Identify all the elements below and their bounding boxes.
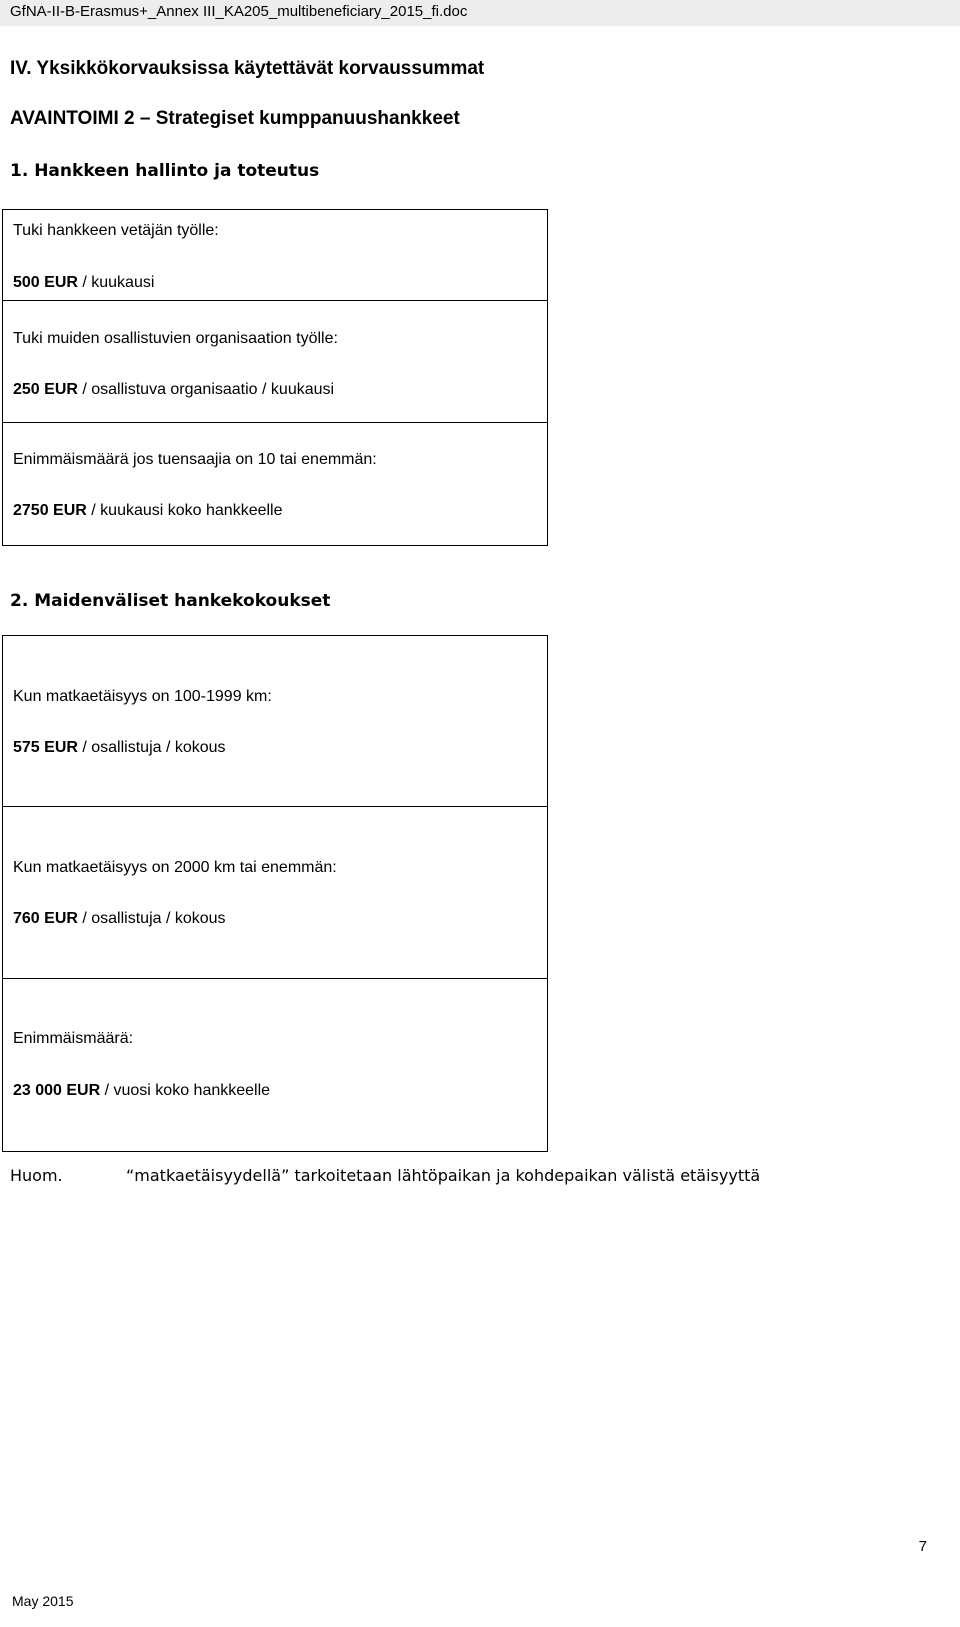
cell-amount: 250 EUR	[13, 381, 78, 398]
note-text: “matkaetäisyydellä” tarkoitetaan lähtöpaikan ja kohdepaikan välistä etäisyyttä	[126, 1166, 761, 1185]
section2-cell-3	[2, 978, 548, 1152]
section1-cell-2	[2, 300, 548, 424]
section1-heading: 1. Hankkeen hallinto ja toteutus	[10, 161, 320, 181]
section2-heading: 2. Maidenväliset hankekokoukset	[10, 591, 331, 611]
cell-amount: 760 EUR	[13, 910, 78, 927]
footer-date: May 2015	[12, 1593, 74, 1609]
cell-label: Kun matkaetäisyys on 100-1999 km:	[13, 688, 272, 705]
section2-cell-2	[2, 806, 548, 980]
cell-amount-unit: / osallistuva organisaatio / kuukausi	[77, 381, 335, 398]
cell-label: Enimmäismäärä jos tuensaajia on 10 tai enemmän:	[13, 451, 377, 468]
cell-amount-line	[13, 1082, 270, 1100]
cell-amount: 575 EUR	[13, 739, 78, 756]
section1-cell-1	[2, 209, 548, 302]
cell-amount-unit: / osallistuja / kokous	[77, 910, 226, 927]
page-title: IV. Yksikkökorvauksissa käytettävät korvaussummat	[10, 58, 485, 79]
cell-amount: 500 EUR	[13, 274, 78, 291]
cell-label: Enimmäismäärä:	[13, 1030, 134, 1047]
page-number: 7	[918, 1538, 927, 1555]
cell-amount: 2750 EUR	[13, 502, 87, 519]
section1-cell-3	[2, 422, 548, 546]
cell-amount-unit: / kuukausi koko hankkeelle	[86, 502, 283, 519]
cell-amount-unit: / kuukausi	[77, 274, 155, 291]
note-label: Huom.	[10, 1166, 63, 1185]
cell-label: Tuki hankkeen vetäjän työlle:	[13, 222, 219, 239]
cell-amount-line	[13, 910, 226, 928]
cell-amount-unit: / osallistuja / kokous	[77, 739, 226, 756]
cell-label: Tuki muiden osallistuvien organisaation työlle:	[13, 330, 338, 347]
cell-amount-line	[13, 739, 226, 757]
cell-amount-line	[13, 274, 154, 292]
cell-amount-line	[13, 502, 283, 520]
cell-label: Kun matkaetäisyys on 2000 km tai enemmän:	[13, 859, 337, 876]
document-filename: GfNA-II-B-Erasmus+_Annex III_KA205_multibeneficiary_2015_fi.doc	[10, 3, 468, 20]
page-subtitle: AVAINTOIMI 2 – Strategiset kumppanuushankkeet	[10, 108, 460, 129]
cell-amount: 23 000 EUR	[13, 1082, 101, 1099]
cell-amount-line	[13, 381, 334, 399]
section2-cell-1	[2, 635, 548, 808]
cell-amount-unit: / vuosi koko hankkeelle	[100, 1082, 271, 1099]
